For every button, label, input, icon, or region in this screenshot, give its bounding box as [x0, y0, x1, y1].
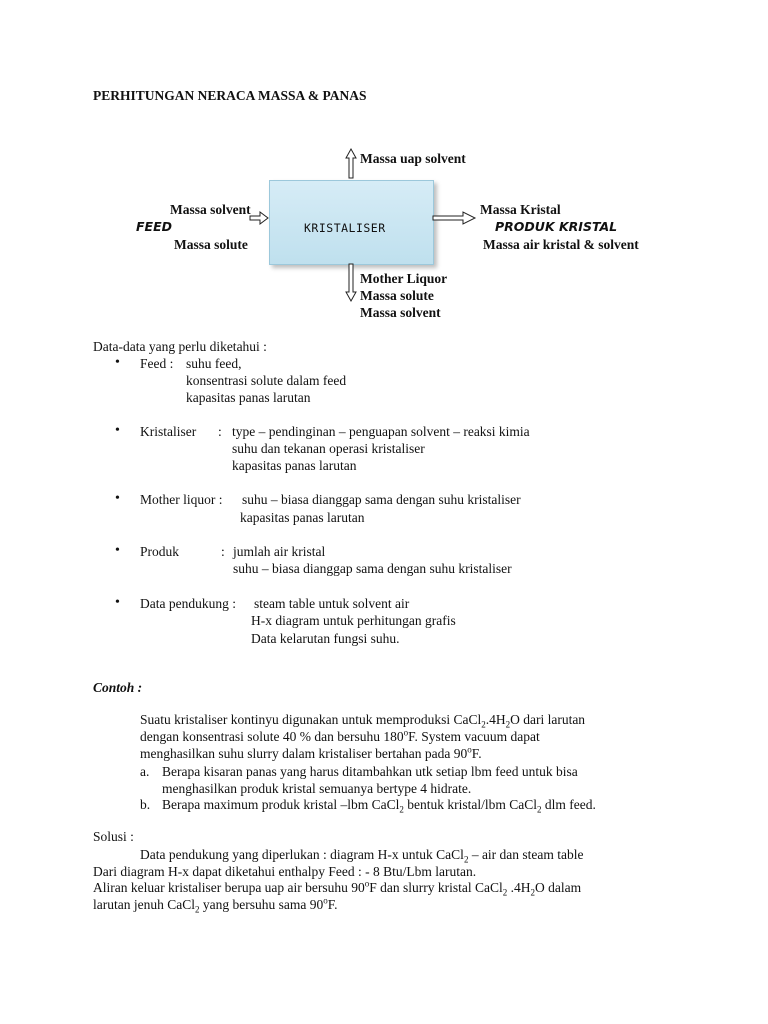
- item-label: Feed :: [140, 356, 174, 371]
- solusi-line: Dari diagram H-x dapat diketahui enthalpy Feed : - 8 Btu/Lbm larutan.: [93, 864, 477, 879]
- question-line: menghasilkan produk kristal semuanya bertype 4 hidrate.: [162, 781, 472, 796]
- solusi-line: larutan jenuh CaCl$_2$ yang bersuhu sama 90$^o$F.: [93, 895, 338, 915]
- label-massa-air-kristal: Massa air kristal & solvent: [483, 237, 639, 252]
- label-produk-kristal: PRODUK KRISTAL: [495, 219, 618, 234]
- item-line: suhu – biasa dianggap sama dengan suhu kristaliser: [242, 492, 521, 507]
- item-line: steam table untuk solvent air: [254, 596, 410, 611]
- question-line: Berapa maximum produk kristal –lbm CaCl$_2$ bentuk kristal/lbm CaCl$_2$ dlm feed.: [162, 797, 596, 815]
- data-intro: Data-data yang perlu diketahui :: [93, 339, 267, 354]
- kristaliser-label: KRISTALISER: [304, 221, 386, 235]
- item-line: H-x diagram untuk perhitungan grafis: [251, 613, 456, 628]
- contoh-paragraph-line: Suatu kristaliser kontinyu digunakan untuk memproduksi $CaCl_2.4H_2O$ dari larutan: [140, 712, 586, 730]
- label-massa-solvent-out: Massa solvent: [360, 305, 441, 320]
- contoh-heading: Contoh :: [93, 680, 143, 695]
- arrow-right-out-icon: [433, 212, 475, 224]
- item-line: kapasitas panas larutan: [232, 458, 357, 473]
- contoh-paragraph-line: menghasilkan suhu slurry dalam kristaliser bertahan pada 90$^o$F.: [140, 744, 482, 761]
- item-line: type – pendinginan – penguapan solvent – reaksi kimia: [232, 424, 530, 439]
- label-massa-solvent-in: Massa solvent: [170, 202, 251, 217]
- item-line: suhu feed,: [186, 356, 242, 371]
- item-label: Kristaliser: [140, 424, 197, 439]
- label-massa-solute-out: Massa solute: [360, 288, 434, 303]
- bullet-icon: •: [115, 595, 120, 610]
- bullet-icon: •: [115, 423, 120, 438]
- question-label: b.: [140, 797, 151, 812]
- solusi-line: Aliran keluar kristaliser berupa uap air bersuhu 90$^o$F dan slurry kristal CaCl$_2$ $.4H_2O$ dalam: [93, 878, 582, 898]
- item-separator: :: [218, 424, 222, 439]
- bullet-icon: •: [115, 491, 120, 506]
- item-line: suhu dan tekanan operasi kristaliser: [232, 441, 425, 456]
- label-massa-kristal: Massa Kristal: [480, 202, 561, 217]
- label-massa-solute-in: Massa solute: [174, 237, 248, 252]
- solusi-line: Data pendukung yang diperlukan : diagram H-x untuk CaCl$_2$ – air dan steam table: [140, 847, 584, 865]
- page-title: PERHITUNGAN NERACA MASSA & PANAS: [93, 88, 367, 103]
- label-massa-uap-solvent: Massa uap solvent: [360, 151, 466, 166]
- item-line: konsentrasi solute dalam feed: [186, 373, 347, 388]
- arrow-up-icon: [346, 149, 356, 178]
- solusi-heading: Solusi :: [93, 829, 134, 844]
- item-line: jumlah air kristal: [233, 544, 326, 559]
- item-label: Produk: [140, 544, 180, 559]
- item-label: Data pendukung :: [140, 596, 236, 611]
- item-separator: :: [221, 544, 225, 559]
- item-label: Mother liquor :: [140, 492, 223, 507]
- label-feed: FEED: [136, 219, 172, 234]
- label-mother-liquor: Mother Liquor: [360, 271, 448, 286]
- question-label: a.: [140, 764, 150, 779]
- bullet-icon: •: [115, 543, 120, 558]
- question-line: Berapa kisaran panas yang harus ditambahkan utk setiap lbm feed untuk bisa: [162, 764, 578, 779]
- arrow-down-icon: [346, 264, 356, 301]
- item-line: Data kelarutan fungsi suhu.: [251, 631, 400, 646]
- bullet-icon: •: [115, 355, 120, 370]
- contoh-paragraph-line: dengan konsentrasi solute 40 % dan bersuhu 180$^o$F. System vacuum dapat: [140, 727, 540, 744]
- item-line: kapasitas panas larutan: [186, 390, 311, 405]
- item-line: suhu – biasa dianggap sama dengan suhu kristaliser: [233, 561, 512, 576]
- item-line: kapasitas panas larutan: [240, 510, 365, 525]
- arrow-right-in-icon: [250, 212, 268, 224]
